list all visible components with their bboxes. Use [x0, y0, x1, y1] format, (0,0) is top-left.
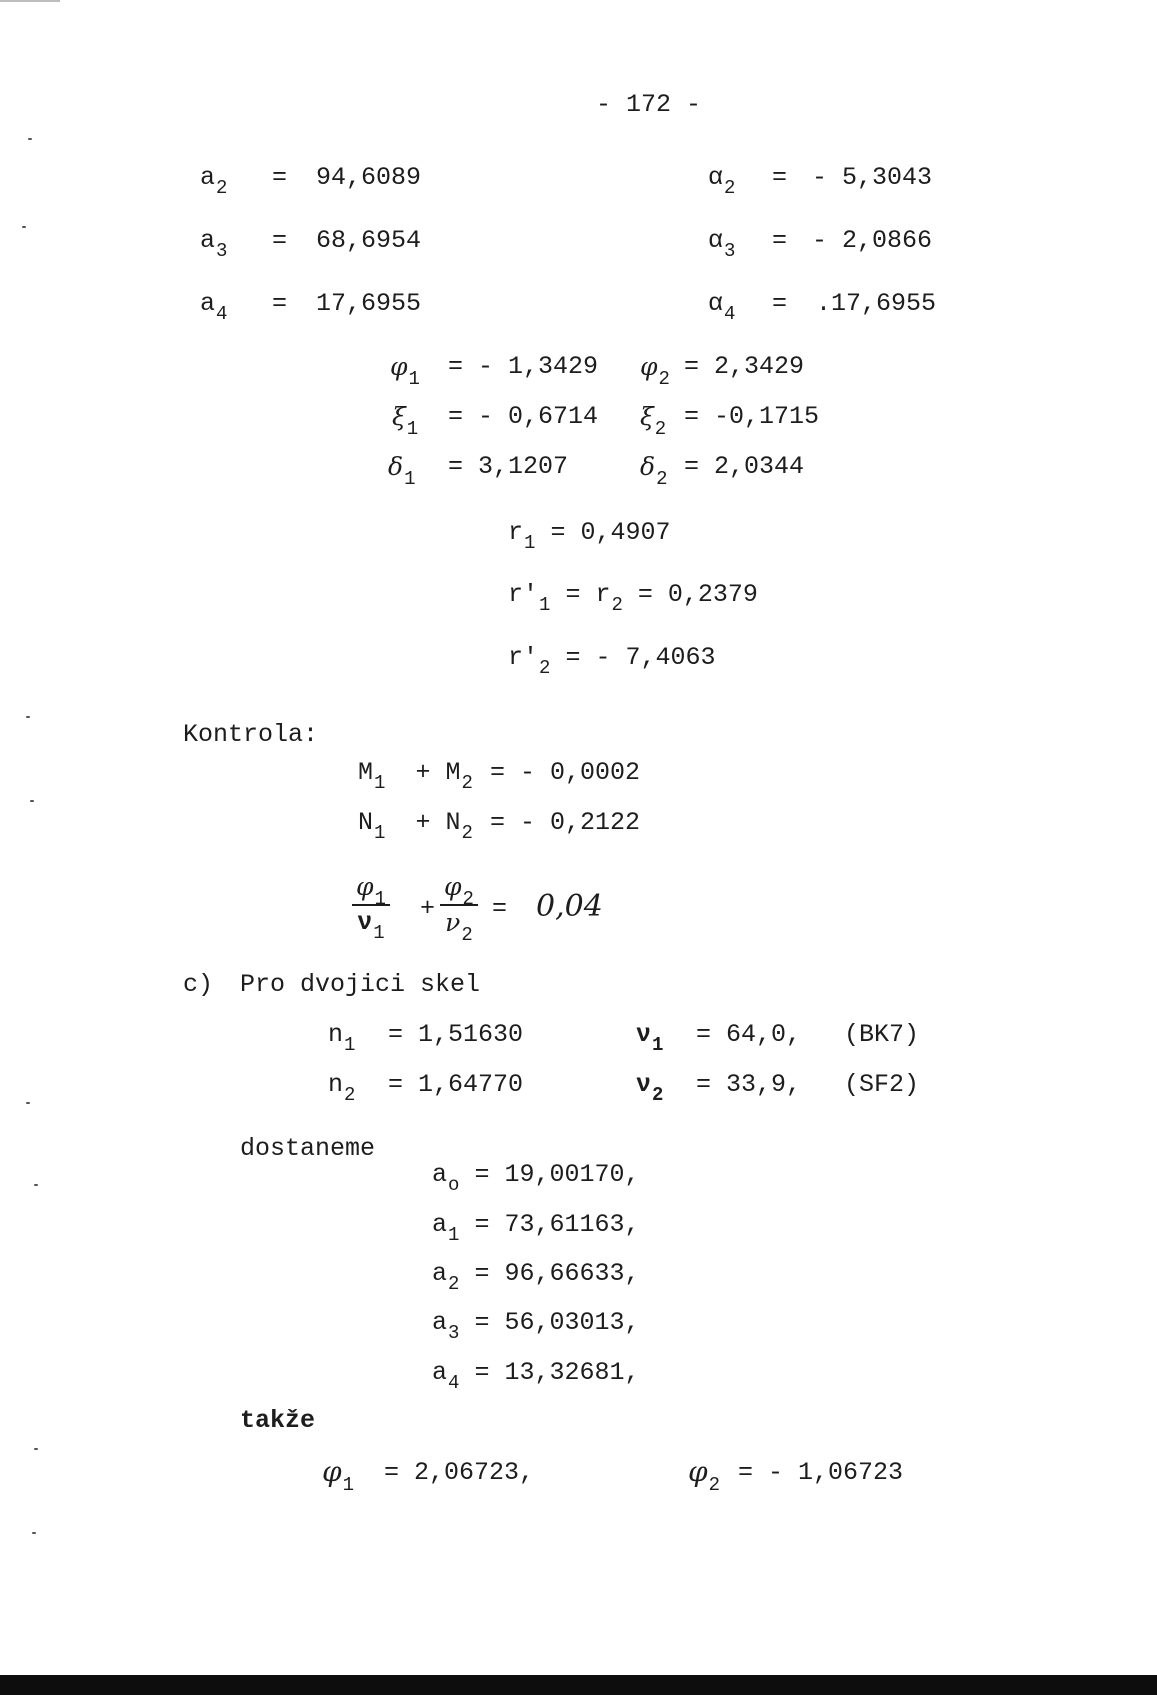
coefficient-a4: $a_4 = 13,32681$,	[432, 1358, 640, 1394]
a-value: 68,6954	[316, 226, 422, 255]
scan-speck	[34, 1184, 38, 1186]
a-value: 94,6089	[316, 163, 422, 192]
fraction-phi1-nu1: $\frac{\varphi_1}{\nu_1}$	[352, 874, 390, 935]
a-value: 17,6955	[316, 289, 422, 318]
radius-r2-prime: $r'_2$ = - 7,4063	[508, 643, 716, 679]
equals-sign: =	[772, 289, 788, 318]
page-corner-mark	[0, 0, 60, 8]
scan-speck	[34, 1448, 38, 1450]
equals-sign: =	[272, 226, 288, 255]
scan-bottom-edge	[0, 1675, 1157, 1695]
nu1-value: = 64,0,	[696, 1020, 802, 1049]
n1-value: = 1,51630	[388, 1020, 524, 1049]
fraction-phi2-nu2: $\frac{\varphi_2}{\nu_2}$	[440, 874, 478, 937]
nu1-symbol: $\nu_1$	[636, 1020, 664, 1056]
xi-2-value: = -0,1715	[684, 402, 820, 431]
alpha-value: .17,6955	[816, 289, 937, 318]
coefficient-a1: $a_1 = 73,61163$,	[432, 1210, 640, 1246]
a-symbol: $a_2$	[200, 163, 228, 199]
delta-1-value: = 3,1207	[448, 452, 569, 481]
alpha-value: - 2,0866	[812, 226, 933, 255]
n-sum-line: $N_1 + N_2$	[358, 808, 473, 844]
final-phi2-symbol: $\varphi_2$	[688, 1455, 721, 1496]
equals-sign: =	[772, 163, 788, 192]
takze-label: takže	[240, 1406, 316, 1435]
equals-sign: =	[272, 289, 288, 318]
kontrola-label: Kontrola:	[183, 720, 319, 749]
delta-2-symbol: $\delta_2$	[640, 452, 668, 490]
equals-sign: =	[492, 894, 508, 923]
n2-value: = 1,64770	[388, 1070, 524, 1099]
section-c-text: Pro dvojici skel	[240, 970, 481, 999]
final-phi1-symbol: $\varphi_1$	[322, 1455, 355, 1496]
n2-symbol: $n_2$	[328, 1070, 356, 1106]
dostaneme-label: dostaneme	[240, 1134, 376, 1163]
alpha-symbol: $\alpha_3$	[708, 226, 736, 262]
nu2-value: = 33,9,	[696, 1070, 802, 1099]
m-sum-line: $M_1 + M_2$	[358, 758, 473, 794]
phi-2-value: = 2,3429	[684, 352, 805, 381]
n1-symbol: $n_1$	[328, 1020, 356, 1056]
xi-1-value: = - 0,6714	[448, 402, 599, 431]
final-phi2-value: = - 1,06723	[738, 1458, 904, 1487]
alpha-symbol: $\alpha_2$	[708, 163, 736, 199]
delta-2-value: = 2,0344	[684, 452, 805, 481]
scan-speck	[22, 226, 26, 228]
coefficient-a0: $a_o = 19,00170$,	[432, 1160, 640, 1196]
scan-speck	[26, 1102, 30, 1104]
glass-name-sf2: (SF2)	[844, 1070, 920, 1099]
n-sum-result: = - 0,2122	[490, 808, 641, 837]
xi-2-symbol: $\xi_2$	[640, 402, 667, 440]
alpha-symbol: $\alpha_4$	[708, 289, 736, 325]
m-sum-result: = - 0,0002	[490, 758, 641, 787]
xi-1-symbol: $\xi_1$	[392, 402, 419, 440]
section-c-label: c)	[183, 970, 214, 999]
final-phi1-value: = 2,06723,	[384, 1458, 535, 1487]
radius-r1: $r_1 = 0,4907$	[508, 518, 671, 554]
scan-speck	[30, 800, 34, 802]
scan-speck	[32, 1532, 36, 1534]
coefficient-a3: $a_3 = 56,03013$,	[432, 1308, 640, 1344]
equals-sign: =	[272, 163, 288, 192]
phi-2-symbol: $\varphi_2$	[640, 352, 670, 390]
scan-speck	[28, 138, 32, 140]
nu2-symbol: $\nu_2$	[636, 1070, 664, 1106]
coefficient-a2: $a_2 = 96,66633$,	[432, 1259, 640, 1295]
alpha-value: - 5,3043	[812, 163, 933, 192]
equals-sign: =	[772, 226, 788, 255]
a-symbol: $a_4$	[200, 289, 228, 325]
scan-speck	[26, 716, 30, 718]
radius-r1-prime: $r'_1 = r_2 = 0,2379$	[508, 580, 758, 616]
plus-sign: +	[420, 894, 436, 923]
delta-1-symbol: $\delta_1$	[388, 452, 416, 490]
phi-1-symbol: $\varphi_1$	[390, 352, 420, 390]
a-symbol: $a_3$	[200, 226, 228, 262]
fraction-result: 0,04	[536, 889, 603, 924]
phi-1-value: = - 1,3429	[448, 352, 599, 381]
glass-name-bk7: (BK7)	[844, 1020, 920, 1049]
page-number: - 172 -	[596, 90, 702, 119]
